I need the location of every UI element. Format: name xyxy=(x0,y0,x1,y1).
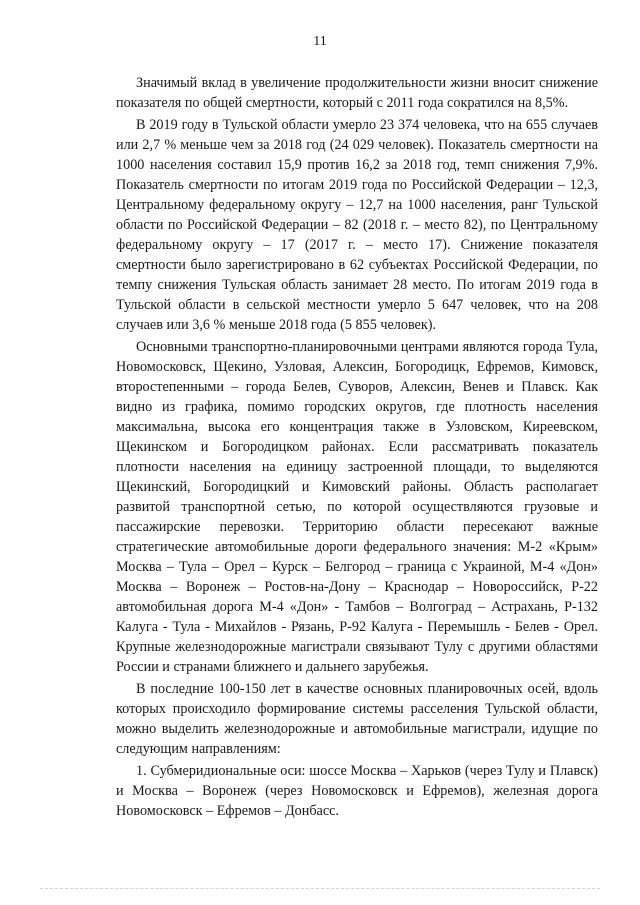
paragraph-mortality-2019: В 2019 году в Тульской области умерло 23 374 человека, что на 655 случаев или 2,7 % меньше чем за 2018 год (24 029 человек). Показатель смертности на 1000 населения составил 15,9 против 16,2 за 2018 год, темп снижения 7,9%. Показатель смертности по итогам 2019 года по Российской Федерации – 12,3, Центральному федеральному округу – 12,7 на 1000 населения, ранг Тульской области по Российской Федерации – 82 (2018 г. – место 82), по Центральному федеральному округу – 17 (2017 г. – место 17). Снижение показателя смертности было зарегистрировано в 62 субъектах Российской Федерации, по темпу снижения Тульская область занимает 28 место. По итогам 2019 года в Тульской области в сельской местности умерло 5 647 человек, что на 208 случаев или 3,6 % меньше 2018 года (5 855 человек). xyxy=(116,117,598,333)
paragraph-life-expectancy: Значимый вклад в увеличение продолжительности жизни вносит снижение показателя по общей смертности, который с 2011 года сократился на 8,5%. xyxy=(116,75,598,111)
paragraph-transport-centers: Основными транспортно-планировочными центрами являются города Тула, Новомосковск, Щекино, Узловая, Алексин, Богородицк, Ефремов, Кимовск, второстепенными – города Белев, Суворов, Алексин, Венев и Плавск. Как видно из графика, помимо городских округов, где плотность населения максимальна, высока его концентрация также в Узловском, Киреевском, Щекинском и Богородицком районах. Если рассматривать показатель плотности населения на единицу застроенной площади, то выделяются Щекинский, Богородицкий и Кимовский районы. Область располагает развитой транспортной сетью, по которой осуществляются грузовые и пассажирские перевозки. Территорию области пересекают важные стратегические автомобильные дороги федерального значения: М-2 «Крым» Москва – Тула – Орел – Курск – Белгород – граница с Украиной, М-4 «Дон» Москва – Воронеж – Ростов-на-Дону – Краснодар – Новороссийск, Р-22 автомобильная дорога М-4 «Дон» - Тамбов – Волгоград – Астрахань, Р-132 Калуга - Тула - Михайлов - Рязань, Р-92 Калуга - Перемышль - Белев - Орел. Крупные железнодорожные магистрали связывают Тулу с другими областями России и странами ближнего и дальнего зарубежья. xyxy=(116,339,598,675)
scan-footer-artifact xyxy=(40,888,600,891)
paragraph-planning-axes: В последние 100-150 лет в качестве основных планировочных осей, вдоль которых происходило формирование системы расселения Тульской области, можно выделить железнодорожные и автомобильные магистрали, идущие по следующим направлениям: xyxy=(116,681,598,757)
page-number: 11 xyxy=(313,34,327,49)
document-body xyxy=(116,73,598,823)
paragraph-submeridional-axes: 1. Субмеридиональные оси: шоссе Москва – Харьков (через Тулу и Плавск) и Москва – Воронеж (через Новомосковск и Ефремов), железная дорога Новомосковск – Ефремов – Донбасс. xyxy=(116,763,598,819)
